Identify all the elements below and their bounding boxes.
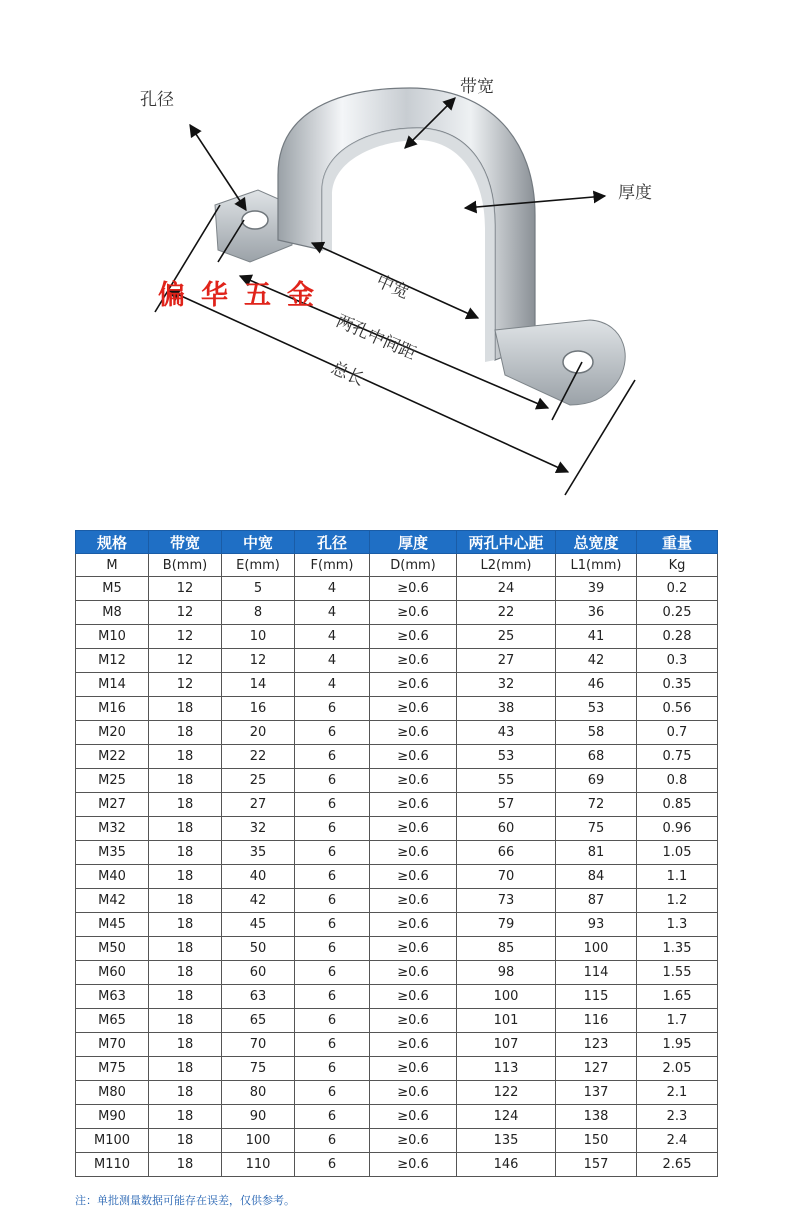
- table-cell: 107: [457, 1033, 556, 1057]
- table-row: [76, 1033, 718, 1057]
- table-cell: 113: [457, 1057, 556, 1081]
- header-cell: 中宽: [222, 531, 295, 554]
- table-cell: 43: [457, 721, 556, 745]
- table-cell: ≥0.6: [370, 841, 457, 865]
- table-cell: 6: [295, 1153, 370, 1177]
- table-cell: 4: [295, 673, 370, 697]
- table-cell: 98: [457, 961, 556, 985]
- table-cell: ≥0.6: [370, 1105, 457, 1129]
- table-cell: 68: [556, 745, 637, 769]
- table-cell: 124: [457, 1105, 556, 1129]
- table-row: [76, 1129, 718, 1153]
- table-cell: 6: [295, 1129, 370, 1153]
- table-cell: 18: [149, 1057, 222, 1081]
- table-cell: 57: [457, 793, 556, 817]
- table-cell: ≥0.6: [370, 913, 457, 937]
- table-cell: M40: [76, 865, 149, 889]
- table-cell: ≥0.6: [370, 865, 457, 889]
- table-cell: ≥0.6: [370, 721, 457, 745]
- table-cell: ≥0.6: [370, 745, 457, 769]
- table-cell: M14: [76, 673, 149, 697]
- table-cell: ≥0.6: [370, 673, 457, 697]
- table-cell: 12: [149, 577, 222, 601]
- table-cell: 116: [556, 1009, 637, 1033]
- table-cell: ≥0.6: [370, 889, 457, 913]
- table-cell: ≥0.6: [370, 649, 457, 673]
- table-cell: 18: [149, 1129, 222, 1153]
- table-row: [76, 577, 718, 601]
- table-cell: M42: [76, 889, 149, 913]
- table-cell: 14: [222, 673, 295, 697]
- table-cell: 0.85: [637, 793, 718, 817]
- table-cell: 6: [295, 985, 370, 1009]
- header-cell: 总宽度: [556, 531, 637, 554]
- table-cell: 18: [149, 985, 222, 1009]
- table-cell: 18: [149, 961, 222, 985]
- table-cell: 27: [457, 649, 556, 673]
- table-cell: 101: [457, 1009, 556, 1033]
- table-cell: 115: [556, 985, 637, 1009]
- table-cell: 27: [222, 793, 295, 817]
- table-cell: 1.2: [637, 889, 718, 913]
- table-cell: 1.55: [637, 961, 718, 985]
- table-cell: 53: [457, 745, 556, 769]
- table-cell: 25: [222, 769, 295, 793]
- table-cell: M22: [76, 745, 149, 769]
- table-row: [76, 817, 718, 841]
- table-cell: 79: [457, 913, 556, 937]
- table-cell: 0.25: [637, 601, 718, 625]
- table-row: [76, 985, 718, 1009]
- table-cell: 60: [222, 961, 295, 985]
- table-cell: 39: [556, 577, 637, 601]
- hole-arrow: [190, 125, 246, 210]
- table-cell: 42: [556, 649, 637, 673]
- table-cell: 22: [457, 601, 556, 625]
- table-cell: ≥0.6: [370, 1057, 457, 1081]
- table-row: [76, 601, 718, 625]
- table-cell: ≥0.6: [370, 937, 457, 961]
- table-cell: 4: [295, 649, 370, 673]
- header-cell: 规格: [76, 531, 149, 554]
- table-cell: 70: [222, 1033, 295, 1057]
- table-cell: 123: [556, 1033, 637, 1057]
- table-row: [76, 1009, 718, 1033]
- header-cell: 厚度: [370, 531, 457, 554]
- table-cell: 50: [222, 937, 295, 961]
- table-cell: 18: [149, 745, 222, 769]
- table-cell: M45: [76, 913, 149, 937]
- table-cell: 18: [149, 913, 222, 937]
- pipe-clamp-image: [215, 88, 625, 405]
- table-cell: 100: [457, 985, 556, 1009]
- table-cell: 18: [149, 1033, 222, 1057]
- table-cell: M35: [76, 841, 149, 865]
- table-cell: 114: [556, 961, 637, 985]
- table-row: [76, 673, 718, 697]
- table-cell: M20: [76, 721, 149, 745]
- footnote: 注：单批测量数据可能存在误差，仅供参考。: [75, 1194, 295, 1207]
- unit-cell: M: [76, 554, 149, 577]
- table-cell: 1.05: [637, 841, 718, 865]
- table-cell: 100: [556, 937, 637, 961]
- table-cell: ≥0.6: [370, 1081, 457, 1105]
- table-cell: 60: [457, 817, 556, 841]
- table-cell: 0.96: [637, 817, 718, 841]
- table-cell: 138: [556, 1105, 637, 1129]
- table-cell: 4: [295, 577, 370, 601]
- table-cell: 18: [149, 817, 222, 841]
- table-cell: 32: [222, 817, 295, 841]
- table-row: [76, 769, 718, 793]
- table-cell: 6: [295, 745, 370, 769]
- table-cell: 6: [295, 793, 370, 817]
- table-cell: 6: [295, 769, 370, 793]
- table-cell: 2.3: [637, 1105, 718, 1129]
- table-cell: ≥0.6: [370, 793, 457, 817]
- table-cell: 73: [457, 889, 556, 913]
- table-cell: M5: [76, 577, 149, 601]
- table-cell: ≥0.6: [370, 769, 457, 793]
- table-cell: 45: [222, 913, 295, 937]
- table-cell: 6: [295, 865, 370, 889]
- table-cell: 2.05: [637, 1057, 718, 1081]
- table-cell: 55: [457, 769, 556, 793]
- table-cell: 16: [222, 697, 295, 721]
- table-cell: 6: [295, 889, 370, 913]
- table-cell: 81: [556, 841, 637, 865]
- table-cell: M70: [76, 1033, 149, 1057]
- table-cell: 18: [149, 889, 222, 913]
- table-row: [76, 913, 718, 937]
- table-cell: M32: [76, 817, 149, 841]
- table-cell: 40: [222, 865, 295, 889]
- table-units-row: [76, 554, 718, 577]
- table-row: [76, 625, 718, 649]
- table-cell: 32: [457, 673, 556, 697]
- table-cell: 18: [149, 1009, 222, 1033]
- table-cell: 1.95: [637, 1033, 718, 1057]
- table-cell: 5: [222, 577, 295, 601]
- table-cell: ≥0.6: [370, 601, 457, 625]
- table-cell: 6: [295, 841, 370, 865]
- table-row: [76, 865, 718, 889]
- table-cell: 18: [149, 1153, 222, 1177]
- table-cell: 70: [457, 865, 556, 889]
- table-body: [76, 577, 718, 1177]
- table-cell: 146: [457, 1153, 556, 1177]
- spec-table: [75, 530, 718, 1177]
- unit-cell: E(mm): [222, 554, 295, 577]
- table-cell: 0.8: [637, 769, 718, 793]
- table-cell: 127: [556, 1057, 637, 1081]
- table-cell: 100: [222, 1129, 295, 1153]
- table-row: [76, 889, 718, 913]
- table-cell: M65: [76, 1009, 149, 1033]
- table-cell: 6: [295, 961, 370, 985]
- unit-cell: L1(mm): [556, 554, 637, 577]
- table-row: [76, 1057, 718, 1081]
- table-cell: 35: [222, 841, 295, 865]
- table-cell: 6: [295, 1057, 370, 1081]
- table-cell: 18: [149, 841, 222, 865]
- table-cell: 8: [222, 601, 295, 625]
- table-cell: M16: [76, 697, 149, 721]
- table-cell: 38: [457, 697, 556, 721]
- table-cell: 18: [149, 697, 222, 721]
- table-cell: 6: [295, 721, 370, 745]
- table-cell: 22: [222, 745, 295, 769]
- table-cell: 36: [556, 601, 637, 625]
- table-cell: 1.1: [637, 865, 718, 889]
- table-cell: 1.35: [637, 937, 718, 961]
- table-cell: 6: [295, 937, 370, 961]
- table-cell: 12: [149, 673, 222, 697]
- table-cell: 75: [556, 817, 637, 841]
- table-cell: 0.56: [637, 697, 718, 721]
- table-cell: 25: [457, 625, 556, 649]
- table-cell: 12: [222, 649, 295, 673]
- table-cell: ≥0.6: [370, 1033, 457, 1057]
- table-cell: M63: [76, 985, 149, 1009]
- table-cell: 12: [149, 649, 222, 673]
- table-cell: 93: [556, 913, 637, 937]
- table-cell: 63: [222, 985, 295, 1009]
- table-cell: ≥0.6: [370, 1153, 457, 1177]
- table-cell: M100: [76, 1129, 149, 1153]
- table-cell: M8: [76, 601, 149, 625]
- table-header-row: [76, 531, 718, 554]
- table-cell: 84: [556, 865, 637, 889]
- table-cell: 122: [457, 1081, 556, 1105]
- table-cell: 53: [556, 697, 637, 721]
- table-cell: 0.35: [637, 673, 718, 697]
- table-cell: ≥0.6: [370, 625, 457, 649]
- table-cell: 85: [457, 937, 556, 961]
- label-hole-distance: 两孔中间距: [332, 311, 419, 365]
- header-cell: 带宽: [149, 531, 222, 554]
- label-hole-diameter: 孔径: [140, 90, 174, 110]
- table-cell: 150: [556, 1129, 637, 1153]
- unit-cell: L2(mm): [457, 554, 556, 577]
- table-cell: 18: [149, 1081, 222, 1105]
- table-cell: 0.3: [637, 649, 718, 673]
- unit-cell: Kg: [637, 554, 718, 577]
- table-cell: ≥0.6: [370, 961, 457, 985]
- watermark-brand: 偏华五金: [158, 280, 330, 311]
- table-cell: 66: [457, 841, 556, 865]
- table-cell: 12: [149, 601, 222, 625]
- table-row: [76, 697, 718, 721]
- table-cell: M110: [76, 1153, 149, 1177]
- label-total-length: 总长: [327, 358, 368, 391]
- table-row: [76, 793, 718, 817]
- table-cell: 65: [222, 1009, 295, 1033]
- label-middle-width: 中宽: [372, 271, 413, 304]
- table-cell: 6: [295, 1105, 370, 1129]
- table-cell: 110: [222, 1153, 295, 1177]
- table-cell: 6: [295, 1033, 370, 1057]
- table-cell: 46: [556, 673, 637, 697]
- unit-cell: D(mm): [370, 554, 457, 577]
- table-cell: M10: [76, 625, 149, 649]
- table-cell: 18: [149, 865, 222, 889]
- table-cell: 41: [556, 625, 637, 649]
- table-cell: 87: [556, 889, 637, 913]
- table-row: [76, 745, 718, 769]
- table-cell: 18: [149, 721, 222, 745]
- table-cell: 18: [149, 769, 222, 793]
- table-cell: M80: [76, 1081, 149, 1105]
- product-diagram: [0, 0, 790, 520]
- table-row: [76, 721, 718, 745]
- table-cell: 0.7: [637, 721, 718, 745]
- table-row: [76, 649, 718, 673]
- header-cell: 孔径: [295, 531, 370, 554]
- table-cell: 1.3: [637, 913, 718, 937]
- table-cell: 157: [556, 1153, 637, 1177]
- table-row: [76, 1153, 718, 1177]
- table-cell: ≥0.6: [370, 1009, 457, 1033]
- table-cell: M25: [76, 769, 149, 793]
- table-cell: 1.65: [637, 985, 718, 1009]
- table-cell: M12: [76, 649, 149, 673]
- label-band-width: 带宽: [460, 77, 494, 97]
- table-cell: 6: [295, 1081, 370, 1105]
- header-cell: 两孔中心距: [457, 531, 556, 554]
- table-cell: 135: [457, 1129, 556, 1153]
- label-thickness: 厚度: [618, 183, 652, 203]
- table-cell: 137: [556, 1081, 637, 1105]
- table-cell: ≥0.6: [370, 817, 457, 841]
- table-cell: 42: [222, 889, 295, 913]
- table-row: [76, 1105, 718, 1129]
- table-cell: ≥0.6: [370, 697, 457, 721]
- table-cell: 6: [295, 913, 370, 937]
- table-cell: 6: [295, 1009, 370, 1033]
- table-cell: 6: [295, 817, 370, 841]
- table-cell: 2.1: [637, 1081, 718, 1105]
- header-cell: 重量: [637, 531, 718, 554]
- table-cell: 2.65: [637, 1153, 718, 1177]
- table-cell: 4: [295, 625, 370, 649]
- unit-cell: B(mm): [149, 554, 222, 577]
- table-cell: 6: [295, 697, 370, 721]
- table-cell: 18: [149, 1105, 222, 1129]
- table-cell: M90: [76, 1105, 149, 1129]
- table-row: [76, 841, 718, 865]
- table-cell: 0.2: [637, 577, 718, 601]
- table-cell: 0.75: [637, 745, 718, 769]
- table-cell: M60: [76, 961, 149, 985]
- table-row: [76, 1081, 718, 1105]
- table-cell: 0.28: [637, 625, 718, 649]
- table-cell: 80: [222, 1081, 295, 1105]
- table-cell: 20: [222, 721, 295, 745]
- table-cell: 18: [149, 937, 222, 961]
- table-cell: 24: [457, 577, 556, 601]
- table-cell: 72: [556, 793, 637, 817]
- table-cell: 4: [295, 601, 370, 625]
- table-cell: 69: [556, 769, 637, 793]
- table-row: [76, 961, 718, 985]
- table-cell: 75: [222, 1057, 295, 1081]
- table-cell: 12: [149, 625, 222, 649]
- table-cell: 18: [149, 793, 222, 817]
- table-cell: ≥0.6: [370, 985, 457, 1009]
- table-cell: ≥0.6: [370, 577, 457, 601]
- table-cell: M75: [76, 1057, 149, 1081]
- table-cell: 2.4: [637, 1129, 718, 1153]
- table-cell: 58: [556, 721, 637, 745]
- table-cell: M50: [76, 937, 149, 961]
- table-cell: M27: [76, 793, 149, 817]
- table-row: [76, 937, 718, 961]
- table-cell: 1.7: [637, 1009, 718, 1033]
- unit-cell: F(mm): [295, 554, 370, 577]
- table-cell: 90: [222, 1105, 295, 1129]
- table-cell: 10: [222, 625, 295, 649]
- table-cell: ≥0.6: [370, 1129, 457, 1153]
